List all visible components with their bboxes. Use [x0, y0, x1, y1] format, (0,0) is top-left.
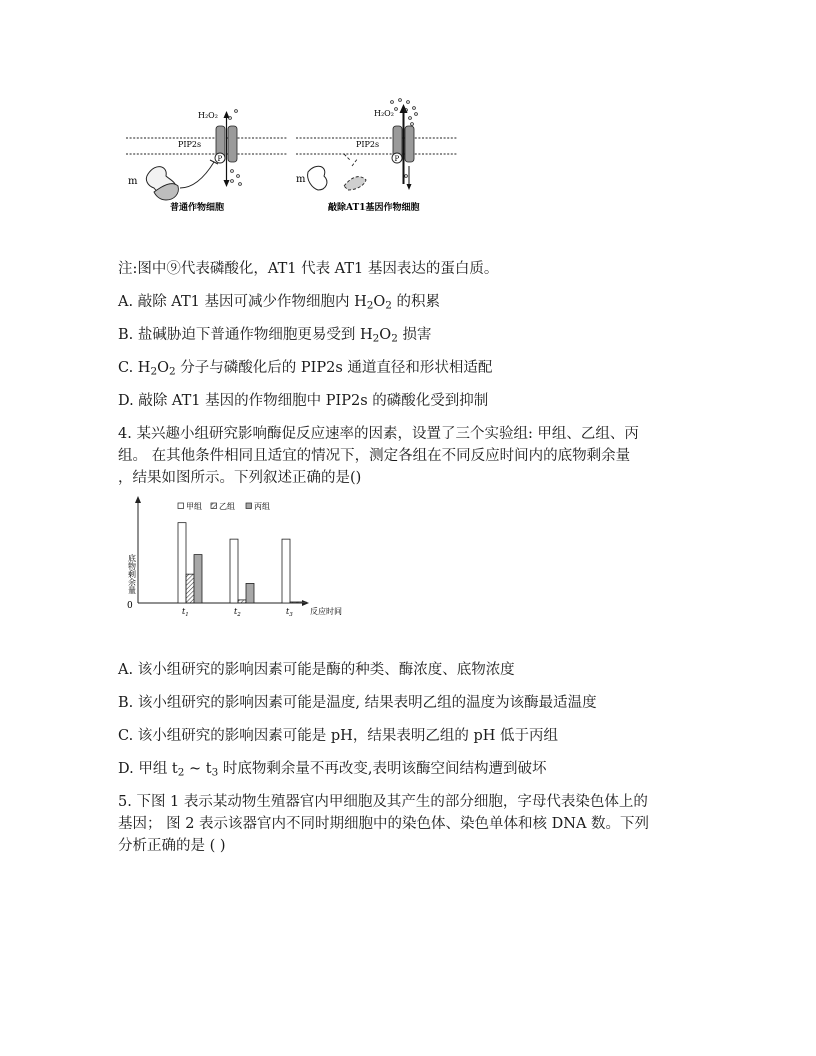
- q4-option-a: A. 该小组研究的影响因素可能是酶的种类、酶浓度、底物浓度: [118, 662, 515, 678]
- legend-label-1: 甲组: [186, 502, 202, 511]
- h2o2-label: H₂O₂: [374, 109, 394, 118]
- legend-label-3: 丙组: [254, 502, 270, 511]
- q5-stem-line-1: 5. 下图 1 表示某动物生殖器官内甲细胞及其产生的部分细胞，字母代表染色体上的: [118, 794, 648, 810]
- bar-t1-1: [178, 523, 186, 603]
- phosphate-label: P: [217, 155, 223, 163]
- normal-cell-caption: 普通作物细胞: [170, 203, 225, 213]
- q4-stem-line-1: 4. 某兴趣小组研究影响酶促反应速率的因素，设置了三个实验组: 甲组、乙组、丙: [118, 426, 639, 442]
- bar-t2-1: [230, 539, 238, 603]
- bar-t1-2: [186, 574, 194, 603]
- degraded-protein-fragments: [344, 154, 366, 190]
- q3-option-d: D. 敲除 AT1 基因的作物细胞中 PIP2s 的磷酸化受到抑制: [118, 393, 489, 409]
- channel-right-half: [405, 126, 414, 162]
- at1-protein-shape: [308, 166, 327, 190]
- bar-t3-1: [282, 539, 290, 603]
- inhibition-arrow: [180, 162, 214, 188]
- origin-label: 0: [127, 601, 133, 611]
- legend-swatch-2: [211, 503, 217, 509]
- bar-t2-2: [238, 600, 246, 603]
- q5-stem-line-3: 分析正确的是 ( ): [118, 838, 226, 854]
- q3-option-a: A. 敲除 AT1 基因可减少作物细胞内 $H_2O_2$ 的积累: [118, 294, 441, 312]
- legend-swatch-1: [178, 503, 184, 509]
- phosphate-label: P: [394, 155, 400, 163]
- q3-option-c: C. $H_2O_2$ 分子与磷酸化后的 PIP2s 通道直径和形状相适配: [118, 360, 493, 378]
- chart-tick-labels: [182, 607, 293, 618]
- legend-label-2: 乙组: [219, 502, 235, 511]
- q5-stem-line-2: 基因； 图 2 表示该器官内不同时期细胞中的染色体、染色单体和核 DNA 数。下列: [118, 816, 650, 832]
- bar-t3-2: [290, 602, 298, 603]
- membrane-figure: [118, 96, 478, 220]
- h2o2-label: H₂O₂: [198, 111, 218, 120]
- q4-stem-line-2: 组。 在其他条件相同且适宜的情况下，测定各组在不同反应时间内的底物剩余量: [118, 448, 631, 464]
- channel-right-half: [228, 126, 237, 162]
- m-label: m: [296, 174, 306, 185]
- knockout-cell-caption: 敲除AT1基因作物细胞: [328, 203, 420, 213]
- q4-stem-line-3: ，结果如图所示。下列叙述正确的是(): [118, 470, 362, 486]
- q4-option-d: D. 甲组 $t_2$ ~ $t_3$ 时底物剩余量不再改变,表明该酶空间结构遭到破坏: [118, 761, 547, 779]
- tick-label-t2: $t_2$: [234, 607, 241, 618]
- pip2s-label: PIP2s: [356, 140, 380, 149]
- bar-t2-3: [246, 583, 254, 603]
- legend-swatch-3: [246, 503, 252, 509]
- y-axis-label: 底物剩余量: [127, 554, 137, 594]
- chart-bars: [178, 523, 306, 603]
- x-axis-label: 反应时间: [310, 607, 342, 616]
- pip2s-label: PIP2s: [178, 140, 202, 149]
- bar-t3-3: [298, 602, 306, 603]
- y-axis-arrow: [135, 496, 141, 503]
- q4-option-b: B. 该小组研究的影响因素可能是温度, 结果表明乙组的温度为该酶最适温度: [118, 695, 597, 711]
- tick-label-t1: $t_1$: [182, 607, 189, 618]
- bar-t1-3: [194, 555, 202, 603]
- chart-legend: [178, 502, 270, 511]
- normal-cell-panel: [126, 110, 288, 213]
- m-label: m: [128, 176, 138, 187]
- substrate-remaining-bar-chart: [118, 492, 358, 622]
- q3-option-b: B. 盐碱胁迫下普通作物细胞更易受到 $H_2O_2$ 损害: [118, 327, 432, 345]
- q4-option-c: C. 该小组研究的影响因素可能是 pH，结果表明乙组的 pH 低于丙组: [118, 728, 558, 744]
- knockout-cell-panel: [296, 99, 458, 213]
- figure-note: 注:图中⑨代表磷酸化，AT1 代表 AT1 基因表达的蛋白质。: [118, 261, 499, 277]
- tick-label-t3: $t_3$: [286, 607, 293, 618]
